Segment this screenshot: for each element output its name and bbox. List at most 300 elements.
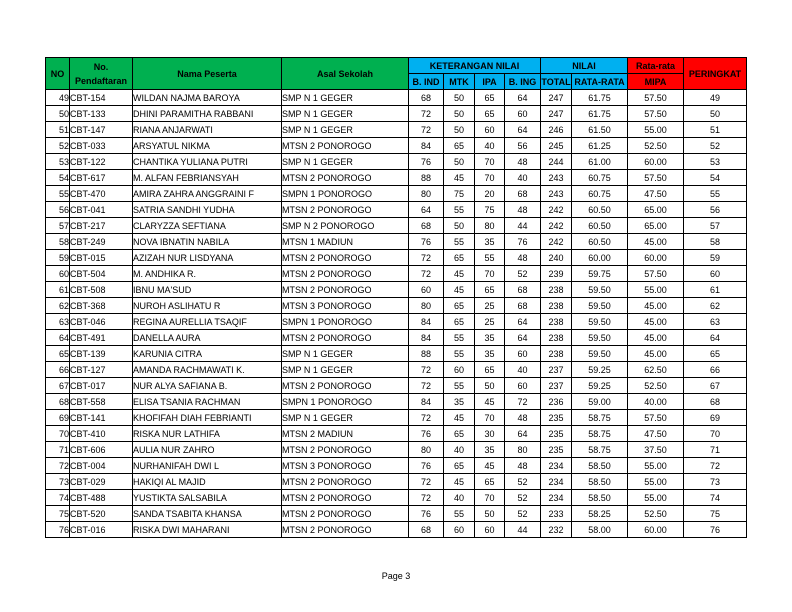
cell-peringkat: 51 [684, 122, 747, 138]
cell-b-ing: 64 [505, 90, 541, 106]
cell-nama-peserta: NURHANIFAH DWI L [133, 458, 282, 474]
cell-no-pendaftaran: CBT-004 [70, 458, 133, 474]
cell-total: 242 [541, 218, 572, 234]
header-rata-mipa-top: Rata-rata [628, 58, 684, 74]
cell-b-ing: 48 [505, 202, 541, 218]
cell-ipa: 30 [475, 426, 505, 442]
cell-mtk: 40 [444, 442, 475, 458]
header-peringkat: PERINGKAT [684, 58, 747, 90]
cell-peringkat: 72 [684, 458, 747, 474]
cell-no: 57 [46, 218, 70, 234]
cell-no-pendaftaran: CBT-017 [70, 378, 133, 394]
cell-rata-rata: 59.25 [572, 378, 628, 394]
cell-rata-mipa: 45.00 [628, 314, 684, 330]
cell-mtk: 55 [444, 330, 475, 346]
cell-nama-peserta: CLARYZZA SEFTIANA [133, 218, 282, 234]
cell-rata-mipa: 52.50 [628, 378, 684, 394]
cell-no-pendaftaran: CBT-147 [70, 122, 133, 138]
cell-ipa: 70 [475, 154, 505, 170]
cell-b-ind: 76 [409, 506, 444, 522]
cell-total: 238 [541, 282, 572, 298]
cell-mtk: 50 [444, 122, 475, 138]
cell-peringkat: 62 [684, 298, 747, 314]
cell-no: 61 [46, 282, 70, 298]
cell-b-ing: 64 [505, 122, 541, 138]
cell-peringkat: 67 [684, 378, 747, 394]
cell-ipa: 35 [475, 442, 505, 458]
header-rata-mipa-bottom: MIPA [628, 74, 684, 90]
cell-no-pendaftaran: CBT-488 [70, 490, 133, 506]
cell-total: 238 [541, 314, 572, 330]
cell-no: 70 [46, 426, 70, 442]
cell-asal-sekolah: SMP N 1 GEGER [282, 410, 409, 426]
cell-asal-sekolah: MTSN 3 PONOROGO [282, 458, 409, 474]
cell-asal-sekolah: MTSN 2 PONOROGO [282, 250, 409, 266]
header-b-ing: B. ING [505, 74, 541, 90]
cell-b-ind: 72 [409, 266, 444, 282]
cell-mtk: 60 [444, 522, 475, 538]
cell-ipa: 50 [475, 506, 505, 522]
cell-no: 72 [46, 458, 70, 474]
cell-no-pendaftaran: CBT-606 [70, 442, 133, 458]
cell-mtk: 45 [444, 282, 475, 298]
cell-no-pendaftaran: CBT-520 [70, 506, 133, 522]
cell-ipa: 70 [475, 170, 505, 186]
cell-b-ind: 80 [409, 186, 444, 202]
cell-b-ind: 84 [409, 138, 444, 154]
cell-asal-sekolah: SMP N 1 GEGER [282, 362, 409, 378]
cell-b-ind: 60 [409, 282, 444, 298]
cell-no-pendaftaran: CBT-508 [70, 282, 133, 298]
cell-b-ind: 76 [409, 234, 444, 250]
cell-rata-mipa: 37.50 [628, 442, 684, 458]
cell-mtk: 65 [444, 250, 475, 266]
header-keterangan-nilai: KETERANGAN NILAI [409, 58, 541, 74]
cell-nama-peserta: KHOFIFAH DIAH FEBRIANTI [133, 410, 282, 426]
cell-ipa: 35 [475, 234, 505, 250]
cell-no-pendaftaran: CBT-029 [70, 474, 133, 490]
cell-nama-peserta: WILDAN NAJMA BAROYA [133, 90, 282, 106]
cell-ipa: 65 [475, 106, 505, 122]
page-number: Page 3 [381, 571, 411, 581]
cell-total: 244 [541, 154, 572, 170]
cell-ipa: 45 [475, 458, 505, 474]
table-row [46, 106, 747, 122]
cell-rata-rata: 61.75 [572, 90, 628, 106]
cell-no: 74 [46, 490, 70, 506]
table-row [46, 218, 747, 234]
table-row [46, 474, 747, 490]
cell-b-ind: 72 [409, 106, 444, 122]
cell-no: 62 [46, 298, 70, 314]
cell-rata-mipa: 57.50 [628, 170, 684, 186]
cell-no-pendaftaran: CBT-016 [70, 522, 133, 538]
cell-b-ing: 48 [505, 410, 541, 426]
cell-b-ing: 68 [505, 186, 541, 202]
cell-asal-sekolah: MTSN 3 PONOROGO [282, 298, 409, 314]
cell-rata-mipa: 45.00 [628, 330, 684, 346]
cell-mtk: 50 [444, 106, 475, 122]
table-row [46, 234, 747, 250]
cell-asal-sekolah: SMPN 1 PONOROGO [282, 394, 409, 410]
cell-rata-mipa: 57.50 [628, 90, 684, 106]
cell-asal-sekolah: MTSN 2 PONOROGO [282, 138, 409, 154]
cell-mtk: 60 [444, 362, 475, 378]
cell-peringkat: 54 [684, 170, 747, 186]
cell-asal-sekolah: MTSN 2 PONOROGO [282, 330, 409, 346]
cell-rata-mipa: 65.00 [628, 218, 684, 234]
cell-mtk: 35 [444, 394, 475, 410]
cell-rata-rata: 59.50 [572, 282, 628, 298]
cell-rata-rata: 61.50 [572, 122, 628, 138]
cell-peringkat: 68 [684, 394, 747, 410]
cell-b-ind: 72 [409, 378, 444, 394]
cell-no: 54 [46, 170, 70, 186]
cell-rata-rata: 60.75 [572, 186, 628, 202]
cell-b-ing: 48 [505, 458, 541, 474]
cell-no-pendaftaran: CBT-033 [70, 138, 133, 154]
cell-mtk: 45 [444, 474, 475, 490]
cell-rata-mipa: 45.00 [628, 346, 684, 362]
cell-b-ind: 68 [409, 218, 444, 234]
cell-asal-sekolah: SMP N 1 GEGER [282, 106, 409, 122]
cell-rata-mipa: 60.00 [628, 154, 684, 170]
cell-b-ing: 52 [505, 474, 541, 490]
cell-rata-rata: 60.75 [572, 170, 628, 186]
table-row [46, 186, 747, 202]
cell-b-ind: 76 [409, 154, 444, 170]
cell-asal-sekolah: MTSN 2 PONOROGO [282, 506, 409, 522]
cell-no-pendaftaran: CBT-015 [70, 250, 133, 266]
table-row [46, 442, 747, 458]
cell-mtk: 50 [444, 154, 475, 170]
cell-nama-peserta: M. ANDHIKA R. [133, 266, 282, 282]
table-row [46, 362, 747, 378]
cell-rata-rata: 59.50 [572, 298, 628, 314]
header-no: NO [46, 58, 70, 90]
cell-peringkat: 69 [684, 410, 747, 426]
cell-peringkat: 57 [684, 218, 747, 234]
cell-b-ing: 44 [505, 522, 541, 538]
cell-nama-peserta: HAKIQI AL MAJID [133, 474, 282, 490]
cell-rata-rata: 59.00 [572, 394, 628, 410]
cell-b-ing: 80 [505, 442, 541, 458]
cell-nama-peserta: RIANA ANJARWATI [133, 122, 282, 138]
cell-no: 63 [46, 314, 70, 330]
cell-no: 75 [46, 506, 70, 522]
header-no-pendaftaran: No. Pendaftaran [70, 58, 133, 90]
cell-nama-peserta: DHINI PARAMITHA RABBANI [133, 106, 282, 122]
table-row [46, 346, 747, 362]
cell-no-pendaftaran: CBT-122 [70, 154, 133, 170]
cell-rata-rata: 61.25 [572, 138, 628, 154]
cell-total: 247 [541, 90, 572, 106]
cell-peringkat: 55 [684, 186, 747, 202]
cell-rata-rata: 61.00 [572, 154, 628, 170]
cell-b-ind: 72 [409, 250, 444, 266]
cell-asal-sekolah: MTSN 2 PONOROGO [282, 522, 409, 538]
cell-nama-peserta: RISKA DWI MAHARANI [133, 522, 282, 538]
table-row [46, 458, 747, 474]
header-b-ind: B. IND [409, 74, 444, 90]
cell-total: 235 [541, 426, 572, 442]
cell-ipa: 25 [475, 314, 505, 330]
cell-b-ing: 40 [505, 362, 541, 378]
table-row [46, 506, 747, 522]
cell-b-ing: 52 [505, 506, 541, 522]
cell-peringkat: 63 [684, 314, 747, 330]
table-row [46, 170, 747, 186]
cell-rata-mipa: 47.50 [628, 426, 684, 442]
cell-ipa: 80 [475, 218, 505, 234]
cell-rata-rata: 60.50 [572, 218, 628, 234]
cell-mtk: 50 [444, 218, 475, 234]
cell-b-ind: 64 [409, 202, 444, 218]
cell-peringkat: 59 [684, 250, 747, 266]
table-row [46, 122, 747, 138]
cell-rata-rata: 60.50 [572, 234, 628, 250]
cell-total: 235 [541, 442, 572, 458]
cell-no: 59 [46, 250, 70, 266]
cell-ipa: 65 [475, 282, 505, 298]
cell-asal-sekolah: SMP N 1 GEGER [282, 346, 409, 362]
cell-rata-mipa: 55.00 [628, 122, 684, 138]
cell-rata-mipa: 57.50 [628, 410, 684, 426]
cell-peringkat: 65 [684, 346, 747, 362]
cell-asal-sekolah: MTSN 2 PONOROGO [282, 490, 409, 506]
cell-ipa: 60 [475, 122, 505, 138]
cell-b-ind: 68 [409, 90, 444, 106]
cell-nama-peserta: SANDA TSABITA KHANSA [133, 506, 282, 522]
cell-peringkat: 73 [684, 474, 747, 490]
cell-ipa: 75 [475, 202, 505, 218]
cell-no-pendaftaran: CBT-617 [70, 170, 133, 186]
cell-ipa: 65 [475, 362, 505, 378]
cell-b-ing: 76 [505, 234, 541, 250]
cell-b-ind: 72 [409, 122, 444, 138]
table-row [46, 426, 747, 442]
cell-b-ing: 48 [505, 250, 541, 266]
cell-total: 237 [541, 378, 572, 394]
cell-rata-mipa: 55.00 [628, 490, 684, 506]
cell-b-ing: 40 [505, 170, 541, 186]
cell-total: 238 [541, 298, 572, 314]
cell-nama-peserta: REGINA AURELLIA TSAQIF [133, 314, 282, 330]
cell-rata-mipa: 62.50 [628, 362, 684, 378]
cell-mtk: 45 [444, 410, 475, 426]
cell-peringkat: 56 [684, 202, 747, 218]
cell-ipa: 65 [475, 90, 505, 106]
cell-peringkat: 70 [684, 426, 747, 442]
cell-rata-rata: 58.50 [572, 490, 628, 506]
cell-asal-sekolah: MTSN 1 MADIUN [282, 234, 409, 250]
header-mtk: MTK [444, 74, 475, 90]
cell-asal-sekolah: MTSN 2 PONOROGO [282, 266, 409, 282]
cell-nama-peserta: RISKA NUR LATHIFA [133, 426, 282, 442]
cell-ipa: 70 [475, 266, 505, 282]
cell-no-pendaftaran: CBT-558 [70, 394, 133, 410]
cell-total: 235 [541, 410, 572, 426]
cell-no: 53 [46, 154, 70, 170]
table-row [46, 314, 747, 330]
cell-b-ing: 64 [505, 314, 541, 330]
cell-rata-mipa: 40.00 [628, 394, 684, 410]
cell-no: 50 [46, 106, 70, 122]
cell-b-ing: 68 [505, 282, 541, 298]
cell-rata-mipa: 55.00 [628, 474, 684, 490]
cell-peringkat: 60 [684, 266, 747, 282]
cell-b-ing: 52 [505, 266, 541, 282]
cell-asal-sekolah: SMP N 1 GEGER [282, 90, 409, 106]
cell-asal-sekolah: MTSN 2 PONOROGO [282, 474, 409, 490]
cell-peringkat: 71 [684, 442, 747, 458]
cell-no: 65 [46, 346, 70, 362]
cell-asal-sekolah: SMPN 1 PONOROGO [282, 186, 409, 202]
cell-asal-sekolah: SMPN 1 PONOROGO [282, 314, 409, 330]
cell-rata-mipa: 57.50 [628, 106, 684, 122]
cell-b-ing: 64 [505, 426, 541, 442]
cell-asal-sekolah: MTSN 2 MADIUN [282, 426, 409, 442]
cell-asal-sekolah: MTSN 2 PONOROGO [282, 282, 409, 298]
header-nilai: NILAI [541, 58, 628, 74]
cell-no: 60 [46, 266, 70, 282]
cell-mtk: 55 [444, 378, 475, 394]
table-row [46, 298, 747, 314]
cell-rata-rata: 58.75 [572, 410, 628, 426]
cell-b-ind: 80 [409, 298, 444, 314]
cell-rata-rata: 58.25 [572, 506, 628, 522]
cell-ipa: 20 [475, 186, 505, 202]
cell-ipa: 45 [475, 394, 505, 410]
cell-no-pendaftaran: CBT-504 [70, 266, 133, 282]
cell-asal-sekolah: MTSN 2 PONOROGO [282, 378, 409, 394]
cell-mtk: 65 [444, 426, 475, 442]
cell-no-pendaftaran: CBT-127 [70, 362, 133, 378]
cell-mtk: 65 [444, 458, 475, 474]
cell-asal-sekolah: MTSN 2 PONOROGO [282, 442, 409, 458]
table-row [46, 266, 747, 282]
cell-mtk: 55 [444, 234, 475, 250]
cell-b-ing: 56 [505, 138, 541, 154]
table-row [46, 138, 747, 154]
cell-b-ind: 72 [409, 410, 444, 426]
cell-peringkat: 76 [684, 522, 747, 538]
cell-no: 52 [46, 138, 70, 154]
cell-mtk: 50 [444, 90, 475, 106]
table-row [46, 202, 747, 218]
cell-nama-peserta: M. ALFAN FEBRIANSYAH [133, 170, 282, 186]
cell-mtk: 65 [444, 138, 475, 154]
cell-mtk: 55 [444, 346, 475, 362]
cell-mtk: 45 [444, 170, 475, 186]
header-asal-sekolah: Asal Sekolah [282, 58, 409, 90]
cell-mtk: 45 [444, 266, 475, 282]
table-row [46, 250, 747, 266]
cell-no: 73 [46, 474, 70, 490]
cell-rata-mipa: 45.00 [628, 234, 684, 250]
cell-asal-sekolah: MTSN 2 PONOROGO [282, 202, 409, 218]
cell-rata-rata: 59.75 [572, 266, 628, 282]
cell-total: 242 [541, 202, 572, 218]
cell-total: 234 [541, 474, 572, 490]
cell-b-ing: 52 [505, 490, 541, 506]
table-row [46, 282, 747, 298]
cell-asal-sekolah: MTSN 2 PONOROGO [282, 170, 409, 186]
cell-total: 239 [541, 266, 572, 282]
cell-rata-mipa: 55.00 [628, 282, 684, 298]
cell-nama-peserta: AULIA NUR ZAHRO [133, 442, 282, 458]
cell-b-ind: 84 [409, 394, 444, 410]
cell-nama-peserta: NUR ALYA SAFIANA B. [133, 378, 282, 394]
cell-no-pendaftaran: CBT-410 [70, 426, 133, 442]
cell-peringkat: 58 [684, 234, 747, 250]
table-row [46, 394, 747, 410]
cell-b-ind: 84 [409, 330, 444, 346]
cell-rata-rata: 59.50 [572, 346, 628, 362]
cell-rata-mipa: 55.00 [628, 458, 684, 474]
cell-no: 68 [46, 394, 70, 410]
cell-mtk: 55 [444, 202, 475, 218]
cell-nama-peserta: KARUNIA CITRA [133, 346, 282, 362]
cell-no-pendaftaran: CBT-154 [70, 90, 133, 106]
cell-total: 246 [541, 122, 572, 138]
cell-no: 51 [46, 122, 70, 138]
ranking-table [45, 57, 747, 538]
cell-b-ind: 84 [409, 314, 444, 330]
cell-ipa: 25 [475, 298, 505, 314]
cell-no: 76 [46, 522, 70, 538]
cell-peringkat: 49 [684, 90, 747, 106]
cell-b-ind: 72 [409, 474, 444, 490]
cell-rata-rata: 60.00 [572, 250, 628, 266]
cell-mtk: 55 [444, 506, 475, 522]
cell-nama-peserta: YUSTIKTA SALSABILA [133, 490, 282, 506]
cell-asal-sekolah: SMP N 1 GEGER [282, 154, 409, 170]
cell-total: 238 [541, 330, 572, 346]
cell-b-ing: 60 [505, 346, 541, 362]
cell-b-ing: 72 [505, 394, 541, 410]
cell-b-ind: 88 [409, 170, 444, 186]
cell-ipa: 70 [475, 490, 505, 506]
cell-rata-rata: 59.25 [572, 362, 628, 378]
cell-peringkat: 50 [684, 106, 747, 122]
cell-b-ind: 72 [409, 362, 444, 378]
cell-b-ind: 76 [409, 458, 444, 474]
cell-no: 66 [46, 362, 70, 378]
cell-total: 243 [541, 170, 572, 186]
cell-ipa: 50 [475, 378, 505, 394]
table-row [46, 490, 747, 506]
cell-no-pendaftaran: CBT-046 [70, 314, 133, 330]
cell-asal-sekolah: SMP N 2 PONOROGO [282, 218, 409, 234]
cell-rata-rata: 59.50 [572, 330, 628, 346]
cell-no: 58 [46, 234, 70, 250]
header-ipa: IPA [475, 74, 505, 90]
cell-ipa: 35 [475, 346, 505, 362]
header-rata-rata: RATA-RATA [572, 74, 628, 90]
cell-total: 233 [541, 506, 572, 522]
table-row [46, 410, 747, 426]
cell-ipa: 35 [475, 330, 505, 346]
cell-no: 69 [46, 410, 70, 426]
cell-peringkat: 61 [684, 282, 747, 298]
table-row [46, 522, 747, 538]
cell-rata-rata: 61.75 [572, 106, 628, 122]
cell-no-pendaftaran: CBT-249 [70, 234, 133, 250]
cell-ipa: 40 [475, 138, 505, 154]
cell-mtk: 65 [444, 314, 475, 330]
cell-peringkat: 75 [684, 506, 747, 522]
